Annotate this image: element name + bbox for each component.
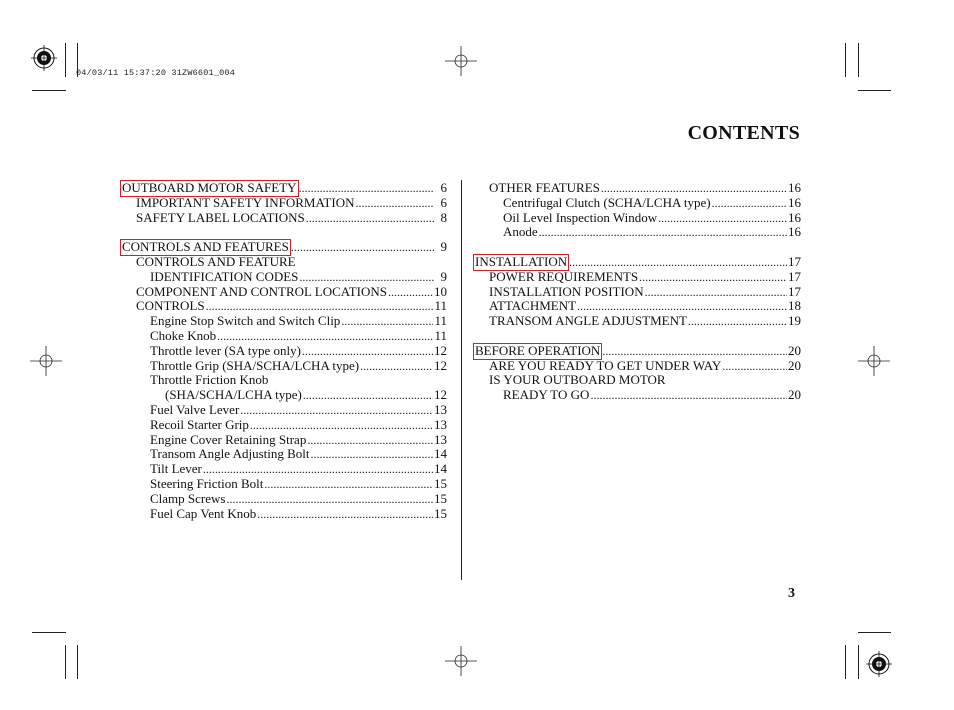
toc-leader-dots	[388, 285, 433, 300]
toc-entry[interactable]	[121, 418, 447, 433]
column-divider	[461, 180, 462, 580]
toc-entry[interactable]	[121, 299, 447, 314]
toc-leader-dots	[360, 359, 433, 374]
toc-entry-title: Steering Friction Bolt	[150, 475, 264, 491]
toc-entry-page: 11	[434, 327, 447, 343]
toc-entry[interactable]	[474, 270, 801, 285]
crosshair-icon	[858, 346, 890, 376]
toc-leader-dots	[240, 403, 433, 418]
toc-leader-dots	[602, 344, 787, 359]
toc-section-entry[interactable]	[121, 240, 447, 255]
toc-leader-dots	[306, 211, 434, 226]
toc-entry[interactable]	[121, 373, 447, 388]
toc-entry[interactable]	[474, 373, 801, 388]
toc-entry-title: BEFORE OPERATION	[475, 342, 601, 358]
toc-leader-dots	[658, 211, 787, 226]
toc-entry-title: Fuel Valve Lever	[150, 401, 240, 417]
toc-entry[interactable]	[474, 388, 801, 403]
toc-entry-page: 20	[788, 357, 801, 373]
toc-leader-dots	[311, 447, 433, 462]
toc-entry-title: CONTROLS AND FEATURES	[122, 239, 289, 255]
toc-entry-page: 13	[434, 416, 447, 432]
toc-entry[interactable]	[121, 462, 447, 477]
toc-entry-title: READY TO GO	[503, 387, 590, 403]
toc-entry-page: 13	[434, 431, 447, 447]
toc-entry-title: Engine Stop Switch and Switch Clip	[150, 313, 341, 329]
toc-leader-dots	[539, 225, 787, 240]
toc-leader-dots	[341, 314, 433, 329]
toc-entry[interactable]	[474, 285, 801, 300]
toc-entry-title: INSTALLATION	[475, 253, 568, 269]
toc-entry[interactable]	[474, 359, 801, 374]
toc-leader-dots	[203, 462, 433, 477]
toc-leader-dots	[307, 433, 433, 448]
toc-entry-title: Recoil Starter Grip	[150, 416, 249, 432]
toc-entry-title: Tilt Lever	[150, 461, 202, 477]
toc-entry-page: 9	[440, 268, 447, 284]
toc-entry-title: IDENTIFICATION CODES	[150, 268, 299, 284]
toc-leader-dots	[291, 240, 434, 255]
toc-entry-title: (SHA/SCHA/LCHA type)	[165, 387, 302, 403]
toc-entry-title: POWER REQUIREMENTS	[489, 268, 639, 284]
toc-entry-page: 16	[788, 224, 801, 240]
toc-entry[interactable]	[474, 299, 801, 314]
toc-entry[interactable]	[121, 507, 447, 522]
toc-spacer	[474, 329, 801, 344]
toc-entry-title: Anode	[503, 224, 538, 240]
toc-leader-dots	[299, 181, 434, 196]
toc-entry[interactable]	[474, 196, 801, 211]
toc-entry-title: Throttle Friction Knob	[150, 372, 269, 388]
toc-leader-dots	[302, 344, 433, 359]
toc-entry-page: 9	[440, 239, 447, 255]
registration-target-icon	[866, 651, 892, 677]
toc-entry-page: 17	[788, 283, 801, 299]
toc-entry-title: CONTROLS AND FEATURE	[136, 253, 296, 269]
toc-entry-page: 19	[788, 313, 801, 329]
toc-entry-title: Throttle lever (SA type only)	[150, 342, 301, 358]
toc-entry-page: 11	[434, 313, 447, 329]
toc-section-entry[interactable]	[121, 181, 447, 196]
toc-entry[interactable]	[121, 344, 447, 359]
toc-entry-page: 10	[434, 283, 447, 299]
toc-entry-page: 15	[434, 505, 447, 521]
toc-column-right	[474, 181, 801, 403]
toc-entry-title: Oil Level Inspection Window	[503, 209, 658, 225]
toc-entry-page: 14	[434, 461, 447, 477]
toc-entry-page: 12	[434, 387, 447, 403]
toc-leader-dots	[688, 314, 787, 329]
toc-entry[interactable]	[121, 433, 447, 448]
toc-entry[interactable]	[121, 447, 447, 462]
toc-entry[interactable]	[121, 477, 447, 492]
toc-entry-page: 20	[788, 387, 801, 403]
toc-leader-dots	[264, 477, 433, 492]
toc-entry-page: 16	[788, 180, 801, 195]
toc-entry-title: OUTBOARD MOTOR SAFETY	[122, 180, 297, 195]
toc-entry-page: 18	[788, 298, 801, 314]
toc-entry-page: 8	[440, 209, 447, 225]
toc-entry-title: Engine Cover Retaining Strap	[150, 431, 307, 447]
toc-entry-page: 6	[440, 194, 447, 210]
page-title: CONTENTS	[687, 122, 800, 144]
toc-leader-dots	[250, 418, 433, 433]
toc-entry-page: 12	[434, 342, 447, 358]
toc-entry[interactable]	[121, 388, 447, 403]
toc-entry-title: TRANSOM ANGLE ADJUSTMENT	[489, 313, 687, 329]
toc-entry-page: 6	[440, 180, 447, 195]
toc-leader-dots	[722, 359, 787, 374]
toc-entry-page: 15	[434, 490, 447, 506]
toc-entry-title: Transom Angle Adjusting Bolt	[150, 446, 310, 462]
toc-leader-dots	[299, 270, 434, 285]
toc-entry[interactable]	[474, 181, 801, 196]
toc-entry-page: 14	[434, 446, 447, 462]
toc-entry-title: Choke Knob	[150, 327, 217, 343]
toc-leader-dots	[590, 388, 787, 403]
toc-entry[interactable]	[121, 403, 447, 418]
toc-leader-dots	[601, 181, 787, 196]
toc-leader-dots	[206, 299, 434, 314]
toc-entry[interactable]	[121, 329, 447, 344]
toc-spacer	[474, 240, 801, 255]
toc-entry-title: IS YOUR OUTBOARD MOTOR	[489, 372, 666, 388]
toc-entry[interactable]	[474, 314, 801, 329]
crosshair-icon	[30, 346, 62, 376]
toc-entry-title: SAFETY LABEL LOCATIONS	[136, 209, 305, 225]
toc-leader-dots	[577, 299, 787, 314]
toc-entry-title: INSTALLATION POSITION	[489, 283, 644, 299]
toc-leader-dots	[712, 196, 787, 211]
toc-leader-dots	[639, 270, 787, 285]
crosshair-icon	[445, 646, 477, 676]
toc-section-entry[interactable]	[474, 255, 801, 270]
toc-entry-page: 11	[434, 298, 447, 314]
toc-leader-dots	[645, 285, 787, 300]
toc-entry-title: Throttle Grip (SHA/SCHA/LCHA type)	[150, 357, 360, 373]
toc-entry[interactable]	[121, 359, 447, 374]
toc-entry[interactable]	[121, 211, 447, 226]
toc-entry-page: 17	[788, 253, 801, 269]
toc-entry[interactable]	[121, 314, 447, 329]
print-header: 04/03/11 15:37:20 31ZW6601_004	[76, 68, 236, 78]
toc-entry-page: 16	[788, 194, 801, 210]
toc-entry-title: Centrifugal Clutch (SCHA/LCHA type)	[503, 194, 711, 210]
toc-entry[interactable]	[121, 196, 447, 211]
toc-entry-page: 16	[788, 209, 801, 225]
toc-spacer	[121, 225, 447, 240]
toc-section-entry[interactable]	[474, 344, 801, 359]
toc-entry-page: 13	[434, 401, 447, 417]
page-number: 3	[788, 586, 795, 601]
toc-leader-dots	[226, 492, 433, 507]
toc-entry-page: 12	[434, 357, 447, 373]
toc-entry[interactable]	[121, 285, 447, 300]
toc-entry-title: Clamp Screws	[150, 490, 226, 506]
toc-entry[interactable]	[121, 255, 447, 270]
toc-entry-title: ARE YOU READY TO GET UNDER WAY	[489, 357, 722, 373]
registration-target-icon	[31, 45, 57, 71]
toc-leader-dots	[303, 388, 433, 403]
crosshair-icon	[445, 46, 477, 76]
toc-entry-page: 20	[788, 342, 801, 358]
toc-entry[interactable]	[121, 492, 447, 507]
toc-entry[interactable]	[121, 270, 447, 285]
toc-entry-title: OTHER FEATURES	[489, 180, 600, 195]
toc-leader-dots	[217, 329, 433, 344]
toc-leader-dots	[569, 255, 787, 270]
toc-entry-page: 17	[788, 268, 801, 284]
toc-leader-dots	[257, 507, 433, 522]
toc-entry[interactable]	[474, 211, 801, 226]
toc-entry-page: 15	[434, 475, 447, 491]
toc-entry-title: Fuel Cap Vent Knob	[150, 505, 257, 521]
toc-column-left	[121, 181, 447, 521]
toc-entry-title: CONTROLS	[136, 298, 205, 314]
toc-entry[interactable]	[474, 225, 801, 240]
toc-entry-title: COMPONENT AND CONTROL LOCATIONS	[136, 283, 387, 299]
toc-leader-dots	[355, 196, 434, 211]
toc-entry-title: IMPORTANT SAFETY INFORMATION	[136, 194, 355, 210]
toc-entry-title: ATTACHMENT	[489, 298, 577, 314]
